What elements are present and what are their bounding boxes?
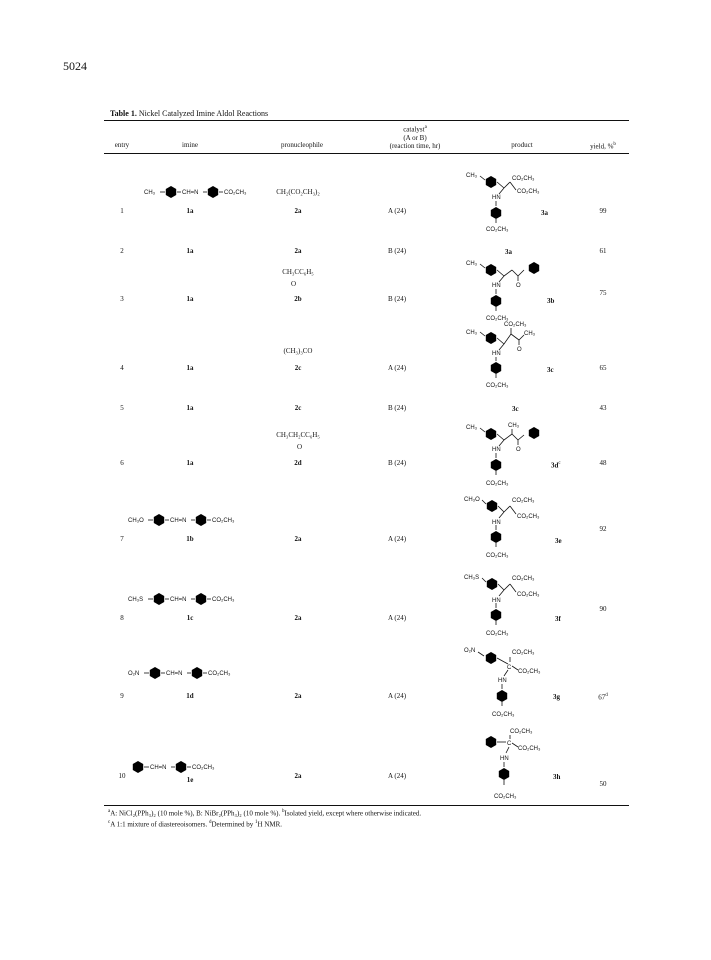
table-caption-label: Table 1. [110, 109, 137, 118]
svg-text:O: O [517, 347, 522, 353]
svg-text:CO₂CH₃: CO₂CH₃ [212, 518, 235, 524]
row-3-imine: 1a [186, 295, 194, 303]
header-entry: entry [114, 141, 130, 149]
row-9-product: 3g [553, 693, 560, 701]
footnote-c-sup: c [108, 820, 111, 825]
pronucleophile-formula-2b: CH₃CC₆H₅ [282, 268, 314, 276]
row-5-catalyst: B (24) [388, 404, 407, 412]
header-catalyst [375, 124, 455, 150]
svg-text:CO₂CH₃: CO₂CH₃ [486, 316, 509, 322]
row-3-yield: 75 [599, 289, 607, 297]
row-2-imine: 1a [186, 247, 194, 255]
svg-text:HN: HN [492, 195, 501, 201]
svg-text:CO₂CH₃: CO₂CH₃ [517, 189, 540, 195]
footnote-line-1 [108, 809, 421, 817]
row-10-product: 3h [553, 773, 561, 781]
svg-text:CO₂CH₃: CO₂CH₃ [512, 498, 535, 504]
cyclohexyl-ring-icon [133, 761, 143, 773]
pronucleophile-formula-2d: CH₃CH₂CC₆H₅ [276, 431, 320, 439]
row-8-pronucleophile: 2a [294, 614, 302, 622]
svg-text:HN: HN [500, 756, 509, 762]
row-8-product: 3f [555, 615, 561, 623]
footnote-d-nucleus: H NMR. [257, 820, 283, 829]
svg-text:CH=N: CH=N [150, 765, 167, 771]
svg-text:CH₃: CH₃ [466, 330, 478, 336]
row-5-yield: 43 [599, 404, 607, 412]
header-catalyst-l2: (A or B) [403, 133, 427, 142]
row-5-imine: 1a [186, 404, 194, 412]
row-4-yield: 65 [599, 364, 607, 372]
svg-text:CH₃S: CH₃S [128, 597, 144, 603]
row-9-yield-sup: d [605, 693, 608, 698]
svg-text:CH₃O: CH₃O [128, 518, 144, 524]
row-5-product: 3c [512, 405, 519, 413]
svg-text:CO₂CH₃: CO₂CH₃ [486, 553, 509, 559]
svg-text:CO₂CH₃: CO₂CH₃ [486, 227, 509, 233]
row-7-pronucleophile: 2a [294, 535, 302, 543]
svg-text:O₂N: O₂N [464, 648, 476, 654]
row-7-entry: 7 [120, 535, 124, 543]
svg-text:CO₂CH₃: CO₂CH₃ [518, 746, 541, 752]
row-2-yield: 61 [599, 247, 607, 255]
row-3-catalyst: B (24) [388, 295, 407, 303]
svg-text:CH=N: CH=N [170, 597, 187, 603]
row-4-pronucleophile: 2c [294, 364, 302, 372]
row-9-yield: 67$^d$ [598, 693, 608, 702]
row-4-imine: 1a [186, 364, 194, 372]
svg-text:HN: HN [492, 351, 501, 357]
svg-text:CO₂CH₃: CO₂CH₃ [512, 576, 535, 582]
svg-text:CO₂CH₃: CO₂CH₃ [510, 729, 533, 735]
header-yield [578, 141, 628, 151]
header-yield-sup: b [613, 142, 616, 147]
row-3-entry: 3 [120, 295, 124, 303]
svg-text:CO₂CH₃: CO₂CH₃ [212, 597, 235, 603]
product-structure-3a [466, 168, 566, 241]
header-imine: imine [182, 141, 198, 149]
svg-text:CO₂CH₃: CO₂CH₃ [492, 712, 515, 718]
svg-text:CH₃: CH₃ [144, 190, 156, 196]
svg-text:CH=N: CH=N [170, 518, 187, 524]
header-product: product [511, 141, 533, 149]
header-catalyst-l3: (reaction time, hr) [389, 141, 441, 150]
footnote-d: Determined by [211, 820, 256, 829]
row-10-pronucleophile: 2a [294, 772, 302, 780]
svg-text:HN: HN [492, 520, 501, 526]
row-7-imine: 1b [186, 535, 194, 543]
row-6-catalyst: B (24) [388, 459, 407, 467]
imine-structure-1a [140, 184, 270, 205]
header-catalyst-sup: a [424, 125, 427, 130]
footnote-line-2 [108, 820, 282, 828]
table-caption [110, 109, 268, 118]
row-7-yield: 92 [599, 525, 607, 533]
svg-text:HN: HN [492, 598, 501, 604]
pronucleophile-formula-2d-oxygen: O [297, 443, 303, 451]
svg-text:CO₂CH₃: CO₂CH₃ [518, 669, 541, 675]
row-9-pronucleophile: 2a [294, 692, 302, 700]
svg-text:CO₂CH₃: CO₂CH₃ [192, 765, 215, 771]
row-5-pronucleophile: 2c [294, 404, 302, 412]
row-4-product: 3c [547, 366, 554, 374]
row-1-catalyst: A (24) [388, 207, 407, 215]
row-9-catalyst: A (24) [388, 692, 407, 700]
svg-text:CO₂CH₃: CO₂CH₃ [494, 794, 517, 800]
row-1-entry: 1 [120, 207, 124, 215]
imine-structure-1d [124, 665, 264, 686]
svg-text:CH₃: CH₃ [524, 331, 536, 337]
benzene-ring-icon [208, 186, 218, 198]
footnote-a-sup: a [108, 809, 111, 814]
svg-text:HN: HN [498, 678, 507, 684]
row-2-product: 3a [505, 248, 512, 256]
row-4-entry: 4 [120, 364, 124, 372]
table-bottom-rule [104, 805, 629, 806]
svg-text:CO₂CH₃: CO₂CH₃ [486, 631, 509, 637]
table-top-rule [104, 120, 629, 121]
footnote-d-nucleus-sup: 1 [255, 820, 258, 825]
svg-text:CH=N: CH=N [166, 671, 183, 677]
pronucleophile-formula-2a: CH₂(CO₂CH₃)₂ [276, 188, 320, 196]
svg-text:O₂N: O₂N [128, 671, 140, 677]
table-caption-text: Nickel Catalyzed Imine Aldol Reactions [138, 109, 269, 118]
product-structure-3d [466, 420, 566, 497]
product-structure-3f [464, 570, 564, 647]
row-9-imine: 1d [186, 692, 194, 700]
row-10-catalyst: A (24) [388, 772, 407, 780]
footnote-d-sup: d [209, 820, 212, 825]
row-10-entry: 10 [118, 772, 126, 780]
svg-text:CO₂CH₃: CO₂CH₃ [517, 514, 540, 520]
svg-text:O: O [516, 447, 521, 453]
svg-text:CH₃: CH₃ [466, 173, 478, 179]
footnote-b: Isolated yield, except where otherwise indicated. [284, 809, 422, 818]
svg-text:CO₂CH₃: CO₂CH₃ [224, 190, 247, 196]
svg-text:O: O [516, 283, 521, 289]
row-5-entry: 5 [120, 404, 124, 412]
svg-text:CH₃S: CH₃S [464, 575, 480, 581]
row-1-product: 3a [541, 209, 548, 217]
svg-text:HN: HN [492, 283, 501, 289]
pronucleophile-formula-2c: (CH₃)₃CO [283, 347, 313, 355]
row-8-entry: 8 [120, 614, 124, 622]
product-structure-3g [464, 644, 564, 729]
svg-text:CH₃: CH₃ [466, 261, 478, 267]
svg-text:CH₃: CH₃ [466, 425, 478, 431]
row-6-entry: 6 [120, 459, 124, 467]
table-header-rule [104, 153, 629, 154]
row-3-pronucleophile: 2b [294, 295, 302, 303]
imine-structure-1b [124, 512, 264, 533]
header-pronucleophile: pronucleophile [281, 141, 323, 149]
svg-text:CH₃O: CH₃O [464, 497, 480, 503]
header-yield-text: yield, % [590, 142, 614, 151]
row-7-product: 3e [555, 537, 562, 545]
row-7-catalyst: A (24) [388, 535, 407, 543]
pronucleophile-formula-2b-oxygen: O [291, 280, 297, 288]
svg-text:CO₂CH₃: CO₂CH₃ [512, 650, 535, 656]
footnote-a: A: NiCl₂(PPh₃)₂ (10 mole %), B: NiBr₂(PPh₃)₂ (10 mole %). [110, 809, 281, 818]
svg-text:CO₂CH₃: CO₂CH₃ [208, 671, 231, 677]
product-structure-3h [466, 724, 566, 811]
row-8-yield: 90 [599, 605, 607, 613]
svg-text:CO₂CH₃: CO₂CH₃ [517, 592, 540, 598]
svg-text:HN: HN [492, 447, 501, 453]
svg-text:CO₂CH₃: CO₂CH₃ [512, 176, 535, 182]
svg-text:C: C [507, 741, 512, 747]
row-6-yield: 48 [599, 459, 607, 467]
row-2-entry: 2 [120, 247, 124, 255]
row-10-imine: 1e [186, 776, 194, 784]
row-1-yield: 99 [599, 207, 607, 215]
header-catalyst-l1: catalyst [403, 125, 425, 134]
svg-text:CO₂CH₃: CO₂CH₃ [486, 383, 509, 389]
row-3-product: 3b [547, 297, 555, 305]
row-6-product-sup: c [558, 461, 561, 466]
svg-text:CH₃: CH₃ [508, 423, 520, 429]
product-structure-3e [464, 492, 564, 569]
row-9-entry: 9 [120, 692, 124, 700]
footnote-b-sup: b [281, 809, 285, 814]
row-6-product: $3d^c$ [551, 461, 561, 470]
row-6-pronucleophile: 2d [294, 459, 302, 467]
svg-text:CO₂CH₃: CO₂CH₃ [486, 481, 509, 487]
row-10-yield: 50 [599, 780, 607, 788]
row-8-catalyst: A (24) [388, 614, 407, 622]
row-6-imine: 1a [186, 459, 194, 467]
svg-text:CO₂CH₃: CO₂CH₃ [504, 322, 527, 328]
row-8-imine: 1c [186, 614, 194, 622]
page-number: 5024 [63, 59, 87, 73]
svg-text:C: C [507, 665, 512, 671]
footnote-c: A 1:1 mixture of diastereoisomers. [110, 820, 208, 829]
benzene-ring-icon [166, 186, 176, 198]
imine-structure-1c [124, 591, 264, 612]
row-4-catalyst: A (24) [388, 364, 407, 372]
row-1-pronucleophile: 2a [294, 207, 302, 215]
svg-text:CH=N: CH=N [182, 190, 199, 196]
row-2-catalyst: B (24) [388, 247, 407, 255]
product-structure-3c [466, 320, 566, 395]
row-1-imine: 1a [186, 207, 194, 215]
row-2-pronucleophile: 2a [294, 247, 302, 255]
